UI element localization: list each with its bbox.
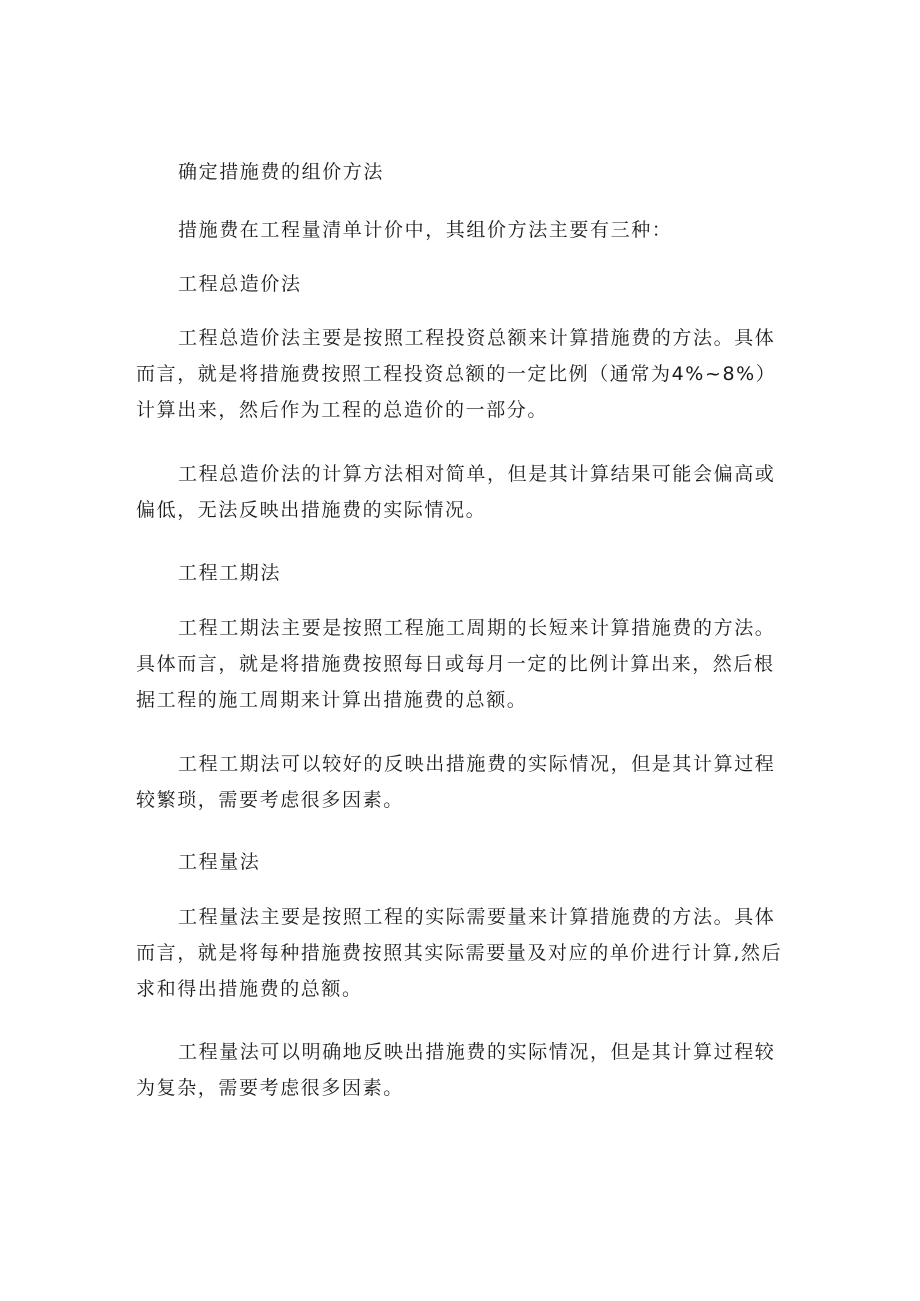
section-paragraph-schedule-1: 工程工期法主要是按照工程施工周期的长短来计算措施费的方法。具体而言，就是将措施费按照每日或每月一定的比例计算出来，然后根据工程的施工周期来计算出措施费的总额。 (136, 617, 776, 711)
section-paragraph-quantity-2: 工程量法可以明确地反映出措施费的实际情况，但是其计算过程较为复杂，需要考虑很多因素。 (136, 1041, 776, 1099)
section-paragraph-quantity-1: 工程量法主要是按照工程的实际需要量来计算措施费的方法。具体而言，就是将每种措施费按照其实际需要量及对应的单价进行计算,然后求和得出措施费的总额。 (136, 906, 783, 1000)
section-heading-quantity: 工程量法 (178, 851, 261, 873)
section-heading-total-cost: 工程总造价法 (178, 273, 302, 295)
section-heading-schedule: 工程工期法 (178, 562, 282, 584)
section-paragraph-total-cost-1: 工程总造价法主要是按照工程投资总额来计算措施费的方法。具体而言，就是将措施费按照工程投资总额的一定比例（通常为4%~8%）计算出来，然后作为工程的总造价的一部分。 (136, 327, 777, 421)
intro-paragraph: 措施费在工程量清单计价中，其组价方法主要有三种： (178, 219, 673, 241)
document-title: 确定措施费的组价方法 (178, 161, 385, 183)
section-paragraph-schedule-2: 工程工期法可以较好的反映出措施费的实际情况，但是其计算过程较繁琐，需要考虑很多因素。 (136, 753, 776, 811)
section-paragraph-total-cost-2: 工程总造价法的计算方法相对简单，但是其计算结果可能会偏高或偏低，无法反映出措施费的实际情况。 (136, 463, 776, 521)
